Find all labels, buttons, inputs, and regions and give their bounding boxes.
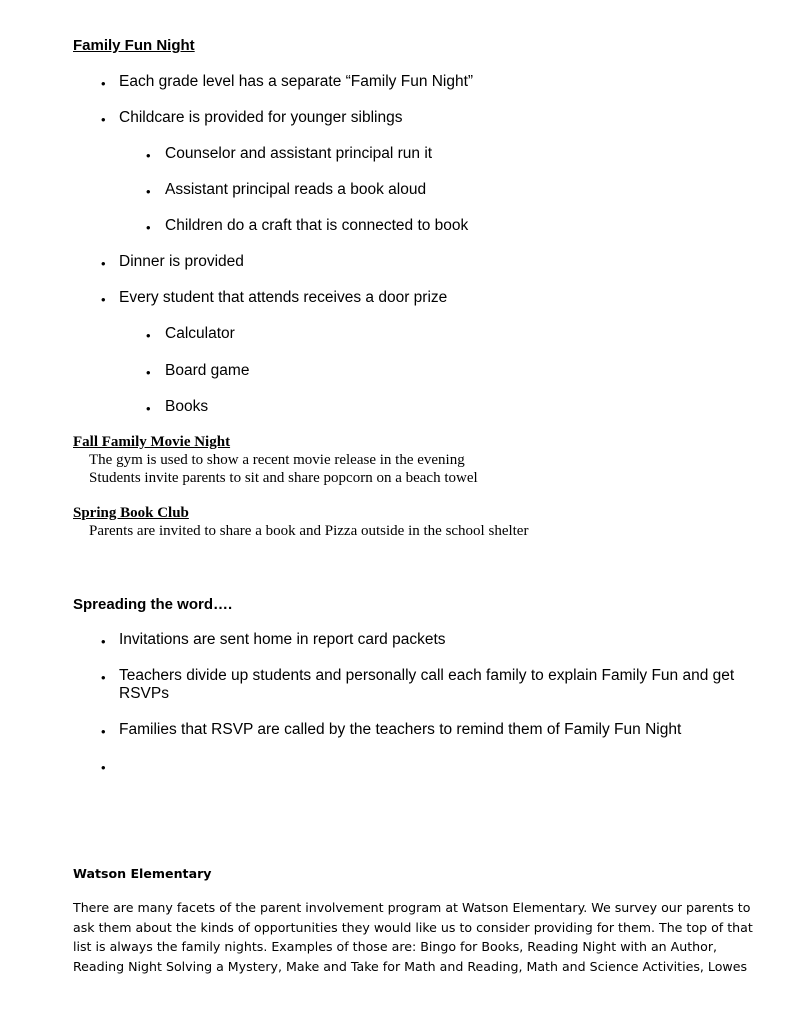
list-item: Invitations are sent home in report card packets [119, 631, 446, 648]
bullet-icon: • [146, 148, 151, 163]
movie-night-line: The gym is used to show a recent movie release in the evening [89, 452, 465, 468]
list-item: Each grade level has a separate “Family Fun Night” [119, 73, 474, 90]
watson-heading: Watson Elementary [73, 866, 212, 881]
bullet-icon: • [101, 292, 106, 307]
list-item: Every student that attends receives a door prize [119, 289, 448, 306]
fall-movie-night-heading: Fall Family Movie Night [73, 434, 231, 450]
book-club-line: Parents are invited to share a book and Pizza outside in the school shelter [89, 523, 529, 539]
watson-paragraph: There are many facets of the parent involvement program at Watson Elementary. We survey our parents to ask them about the kinds of opportunities they would like us to consider providing for them. The top of that list is always the family nights. Examples of those are: Bingo for Books, Reading Night with an Author, Reading Night Solving a Mystery, Make and Take for Math and Reading, Math and Science Activities, Lowes [73, 900, 753, 974]
list-item: Dinner is provided [119, 253, 244, 270]
list-item: Assistant principal reads a book aloud [165, 181, 427, 198]
list-item: Counselor and assistant principal run it [165, 145, 433, 162]
bullet-icon: • [101, 724, 106, 739]
bullet-icon: • [101, 670, 106, 685]
list-item: Families that RSVP are called by the teachers to remind them of Family Fun Night [119, 721, 682, 738]
family-fun-night-heading: Family Fun Night [73, 37, 195, 54]
list-item: Children do a craft that is connected to book [165, 217, 469, 234]
spreading-heading: Spreading the word…. [73, 596, 233, 613]
bullet-icon: • [146, 365, 151, 380]
list-item: Board game [165, 362, 250, 379]
bullet-icon: • [101, 112, 106, 127]
bullet-icon: • [146, 401, 151, 416]
list-item: Childcare is provided for younger siblings [119, 109, 403, 126]
list-item: Teachers divide up students and personally call each family to explain Family Fun and get [119, 667, 735, 684]
bullet-icon: • [101, 760, 106, 775]
bullet-icon: • [146, 184, 151, 199]
bullet-icon: • [101, 256, 106, 271]
bullet-icon: • [101, 76, 106, 91]
list-item-continuation: RSVPs [119, 685, 169, 702]
list-item: Books [165, 398, 209, 415]
bullet-icon: • [146, 328, 151, 343]
bullet-icon: • [101, 634, 106, 649]
movie-night-line: Students invite parents to sit and share popcorn on a beach towel [89, 470, 478, 486]
list-item: Calculator [165, 325, 235, 342]
spring-book-club-heading: Spring Book Club [73, 505, 189, 521]
bullet-icon: • [146, 220, 151, 235]
